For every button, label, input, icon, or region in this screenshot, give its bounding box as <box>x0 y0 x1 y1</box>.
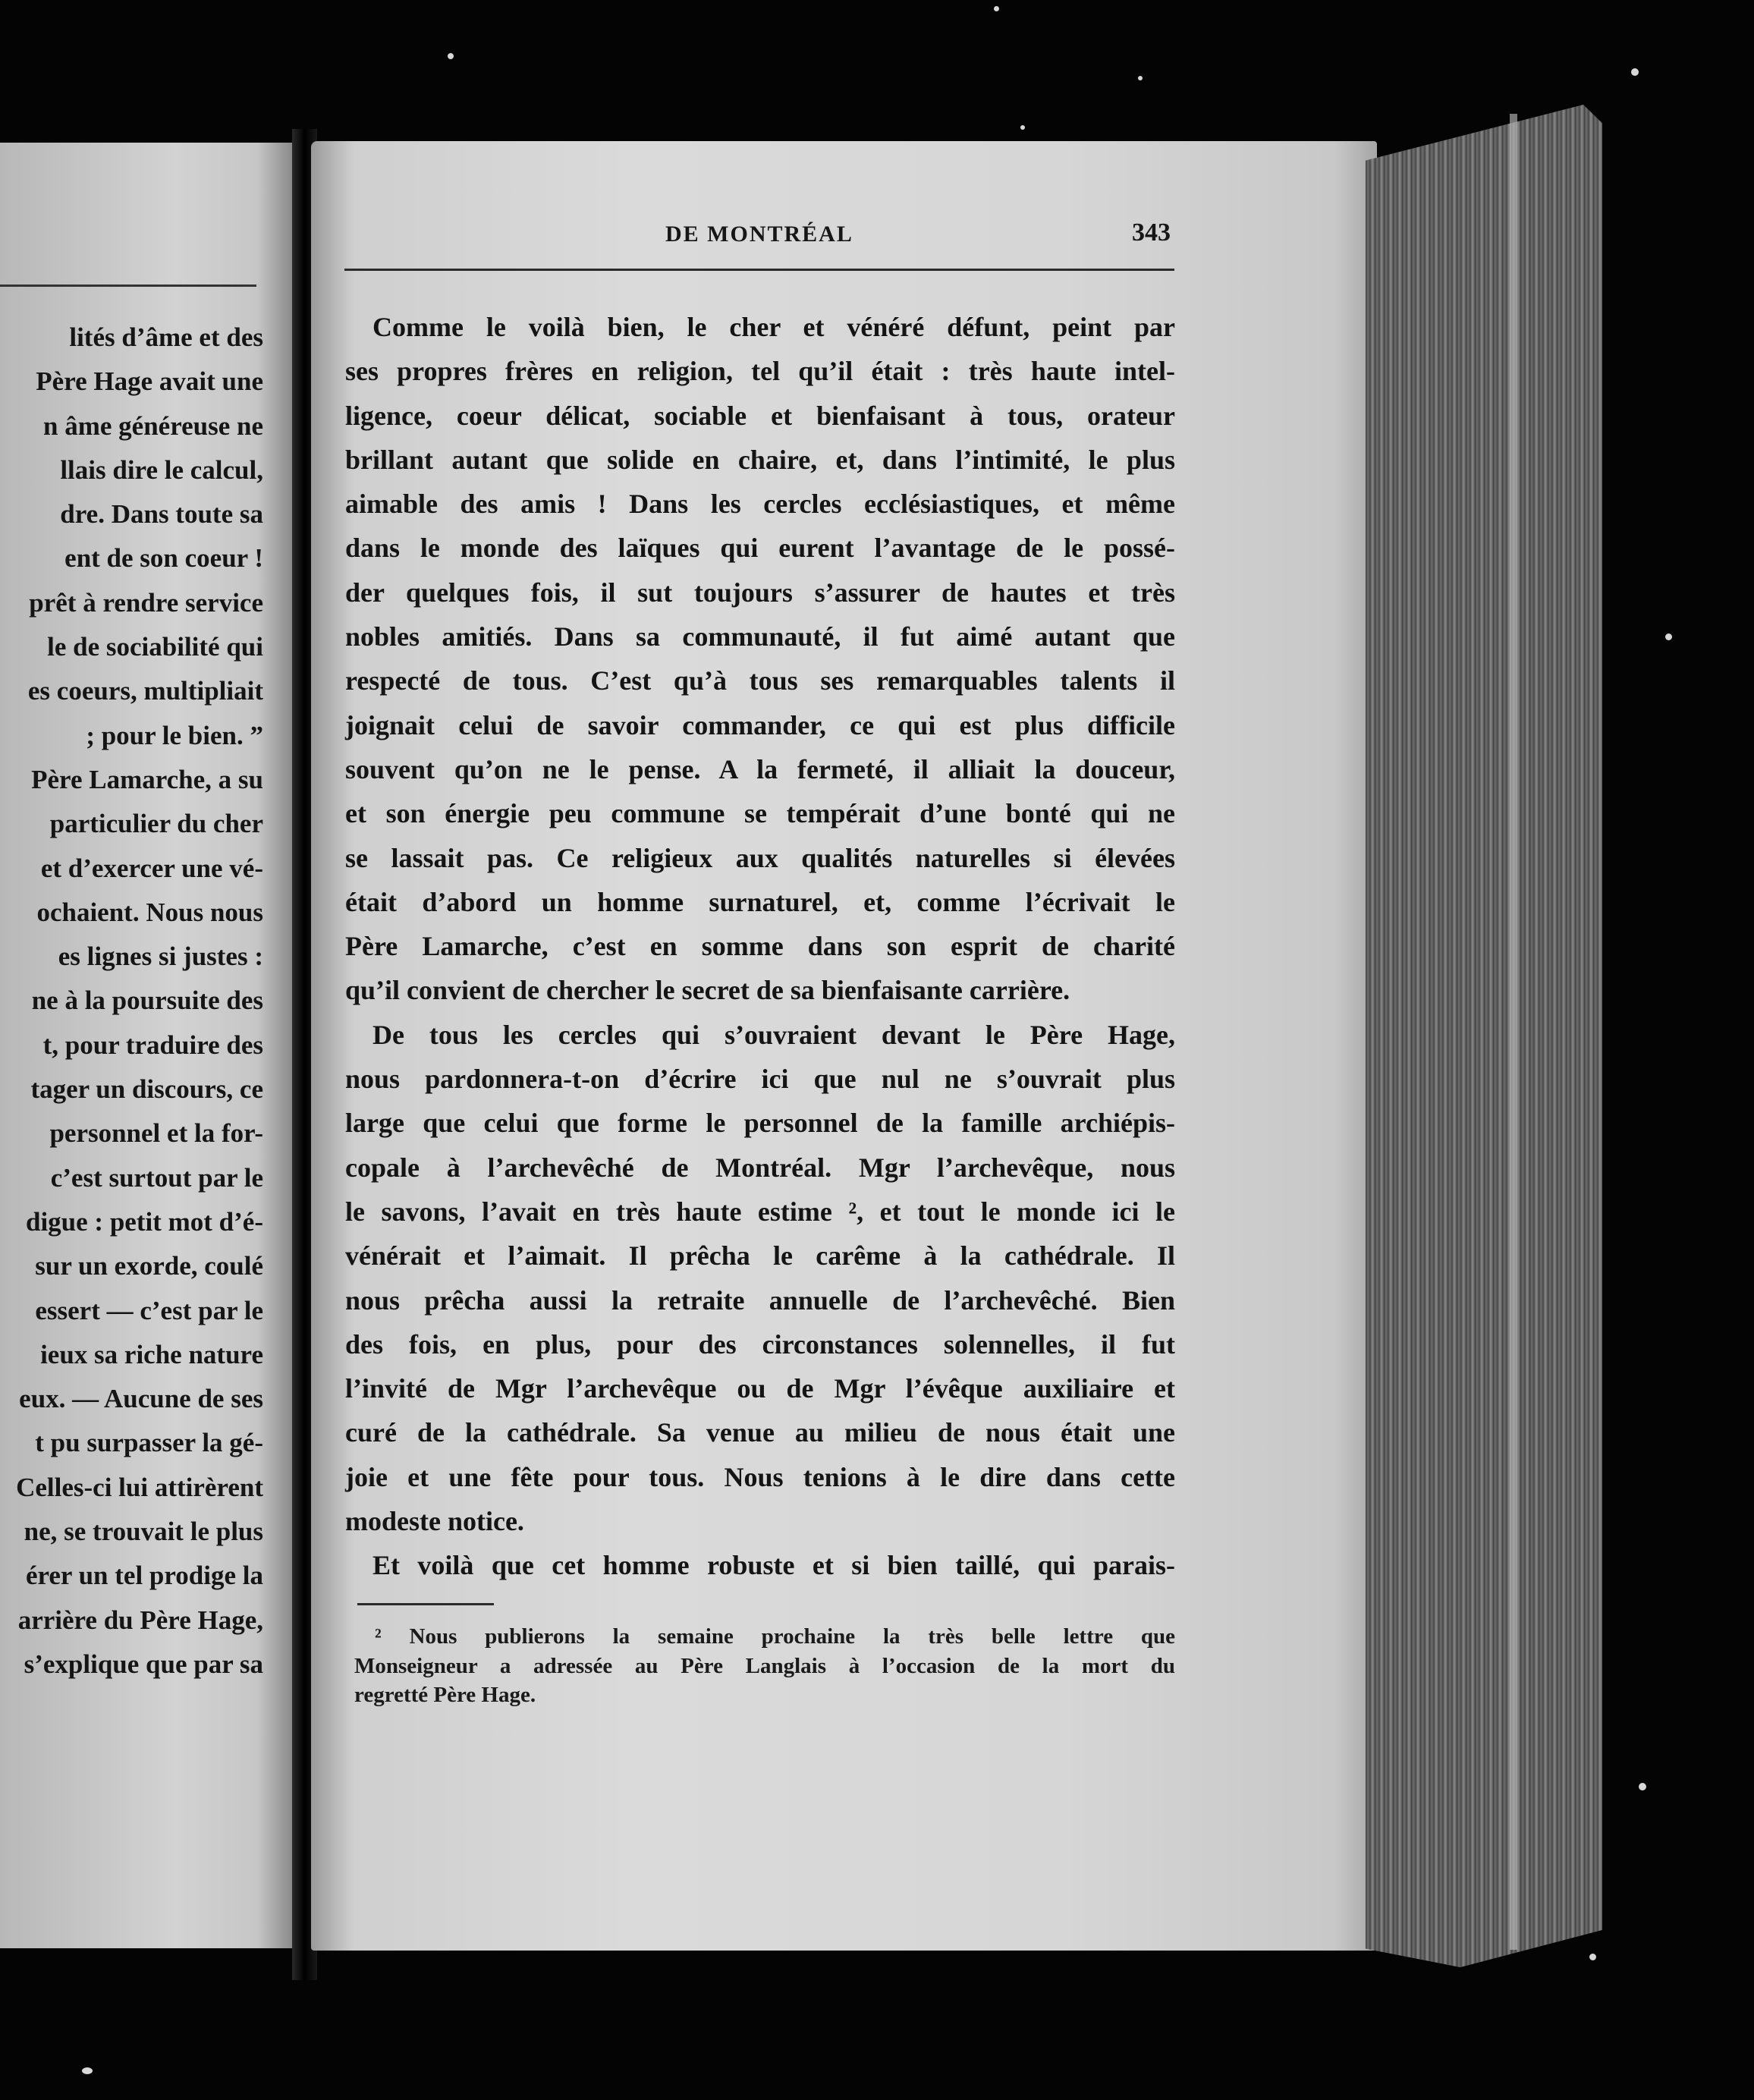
body-line: curé de la cathédrale. Sa venue au milieu de nous était une <box>345 1417 1175 1448</box>
left-page-line: ieux sa riche nature <box>40 1339 263 1369</box>
dust-speck <box>1020 125 1025 130</box>
body-line: nous prêcha aussi la retraite annuelle de l’archevêché. Bien <box>345 1284 1175 1316</box>
left-page-line: ne à la poursuite des <box>31 986 263 1016</box>
left-page-line: ne, se trouvait le plus <box>24 1517 263 1547</box>
body-text <box>345 305 1175 1588</box>
left-page-line: Père Hage avait une <box>36 366 263 397</box>
dust-speck <box>82 2067 93 2074</box>
body-line: Comme le voilà bien, le cher et vénéré défunt, peint par <box>372 312 1175 342</box>
left-page-line: es lignes si justes : <box>58 942 263 972</box>
body-line: Et voilà que cet homme robuste et si bien taillé, qui parais- <box>372 1550 1175 1581</box>
body-line: des fois, en plus, pour des circonstances solennelles, il fut <box>345 1328 1175 1360</box>
left-page-line: eux. — Aucune de ses <box>19 1384 263 1414</box>
body-line: copale à l’archevêché de Montréal. Mgr l’archevêque, nous <box>345 1152 1175 1183</box>
left-page-line: llais dire le calcul, <box>60 454 263 485</box>
left-header-rule <box>0 285 256 287</box>
left-page-line: t pu surpasser la gé- <box>35 1428 263 1458</box>
left-page-line: digue : petit mot d’é- <box>25 1206 263 1237</box>
body-line: se lassait pas. Ce religieux aux qualités naturelles si élevées <box>345 842 1175 873</box>
dust-speck <box>1138 76 1143 80</box>
left-page-line: n âme généreuse ne <box>43 410 263 441</box>
body-line: le savons, l’avait en très haute estime ², et tout le monde ici le <box>345 1196 1175 1227</box>
left-page-line: t, pour traduire des <box>42 1030 263 1060</box>
body-line: était d’abord un homme surnaturel, et, comme l’écrivait le <box>345 886 1175 917</box>
footnote-rule <box>357 1603 494 1605</box>
left-page-line: prêt à rendre service <box>29 587 263 618</box>
left-page-line: le de sociabilité qui <box>47 632 263 662</box>
left-page-line: essert — c’est par le <box>35 1295 263 1325</box>
left-page-line: ; pour le bien. ” <box>86 720 263 750</box>
dust-speck <box>1631 68 1639 76</box>
body-line: brillant autant que solide en chaire, et, dans l’intimité, le plus <box>345 444 1175 475</box>
body-line: l’invité de Mgr l’archevêque ou de Mgr l’évêque auxiliaire et <box>345 1373 1175 1404</box>
footnote-line: regretté Père Hage. <box>354 1683 536 1707</box>
left-page-line: c’est surtout par le <box>50 1162 263 1193</box>
left-page-line: particulier du cher <box>49 809 263 839</box>
running-head <box>311 218 1377 252</box>
body-line: souvent qu’on ne le pense. A la fermeté, il alliait la douceur, <box>345 753 1175 784</box>
body-line: respecté de tous. C’est qu’à tous ses remarquables talents il <box>345 665 1175 696</box>
left-page-line: dre. Dans toute sa <box>60 499 263 530</box>
dust-speck <box>448 53 454 59</box>
dust-speck <box>994 6 999 11</box>
running-title: DE MONTRÉAL <box>665 222 853 247</box>
dust-speck <box>1589 1954 1596 1960</box>
footnote-line: Monseigneur a adressée au Père Langlais à l’occasion de la mort du <box>354 1653 1175 1678</box>
body-line: ligence, coeur délicat, sociable et bienfaisant à tous, orateur <box>345 400 1175 431</box>
body-line: ses propres frères en religion, tel qu’il était : très haute intel- <box>345 356 1175 387</box>
body-line: dans le monde des laïques qui eurent l’avantage de le possé- <box>345 533 1175 564</box>
left-page-line: Celles-ci lui attirèrent <box>16 1472 263 1502</box>
body-line: et son énergie peu commune se tempérait d’une bonté qui ne <box>345 798 1175 829</box>
body-line: joie et une fête pour tous. Nous tenions à le dire dans cette <box>345 1461 1175 1492</box>
left-page-line: s’explique que par sa <box>24 1649 263 1679</box>
left-page <box>0 143 292 1948</box>
footnote <box>354 1622 1175 1710</box>
dust-speck <box>1639 1783 1646 1790</box>
left-page-line: arrière du Père Hage, <box>17 1605 263 1635</box>
left-page-line: érer un tel prodige la <box>25 1561 263 1591</box>
left-page-line: ochaient. Nous nous <box>36 897 263 927</box>
body-line: nous pardonnera-t-on d’écrire ici que nul ne s’ouvrait plus <box>345 1064 1175 1095</box>
body-line: qu’il convient de chercher le secret de sa bienfaisante carrière. <box>345 975 1070 1006</box>
body-line: Père Lamarche, c’est en somme dans son esprit de charité <box>345 931 1175 962</box>
dust-speck <box>1665 633 1672 640</box>
left-page-line: et d’exercer une vé- <box>40 853 263 883</box>
body-line: joignait celui de savoir commander, ce qui est plus difficile <box>345 709 1175 740</box>
page-edge-highlight <box>1510 114 1517 1950</box>
body-line: De tous les cercles qui s’ouvraient devant le Père Hage, <box>372 1019 1175 1050</box>
left-page-line: Père Lamarche, a su <box>31 764 263 794</box>
body-line: der quelques fois, il sut toujours s’assurer de hautes et très <box>345 577 1175 608</box>
left-page-line: es coeurs, multipliait <box>27 676 263 706</box>
body-line: vénérait et l’aimait. Il prêcha le carême à la cathédrale. Il <box>345 1240 1175 1272</box>
page-number: 343 <box>1132 218 1171 247</box>
left-page-line: ent de son coeur ! <box>64 543 263 574</box>
body-line: modeste notice. <box>345 1506 524 1537</box>
left-page-line: sur un exorde, coulé <box>35 1251 263 1281</box>
footnote-line: ² Nous publierons la semaine prochaine la très belle lettre que <box>375 1624 1175 1649</box>
left-page-line: lités d’âme et des <box>69 322 263 352</box>
body-line: nobles amitiés. Dans sa communauté, il fut aimé autant que <box>345 621 1175 652</box>
left-page-line: personnel et la for- <box>49 1118 263 1149</box>
left-page-line: tager un discours, ce <box>30 1074 263 1105</box>
right-page <box>311 141 1377 1951</box>
body-line: aimable des amis ! Dans les cercles ecclésiastiques, et même <box>345 489 1175 520</box>
body-line: large que celui que forme le personnel de la famille archiépis- <box>345 1108 1175 1139</box>
left-page-text <box>0 316 263 1687</box>
header-rule <box>344 269 1174 271</box>
book-page-edges <box>1366 105 1602 1967</box>
